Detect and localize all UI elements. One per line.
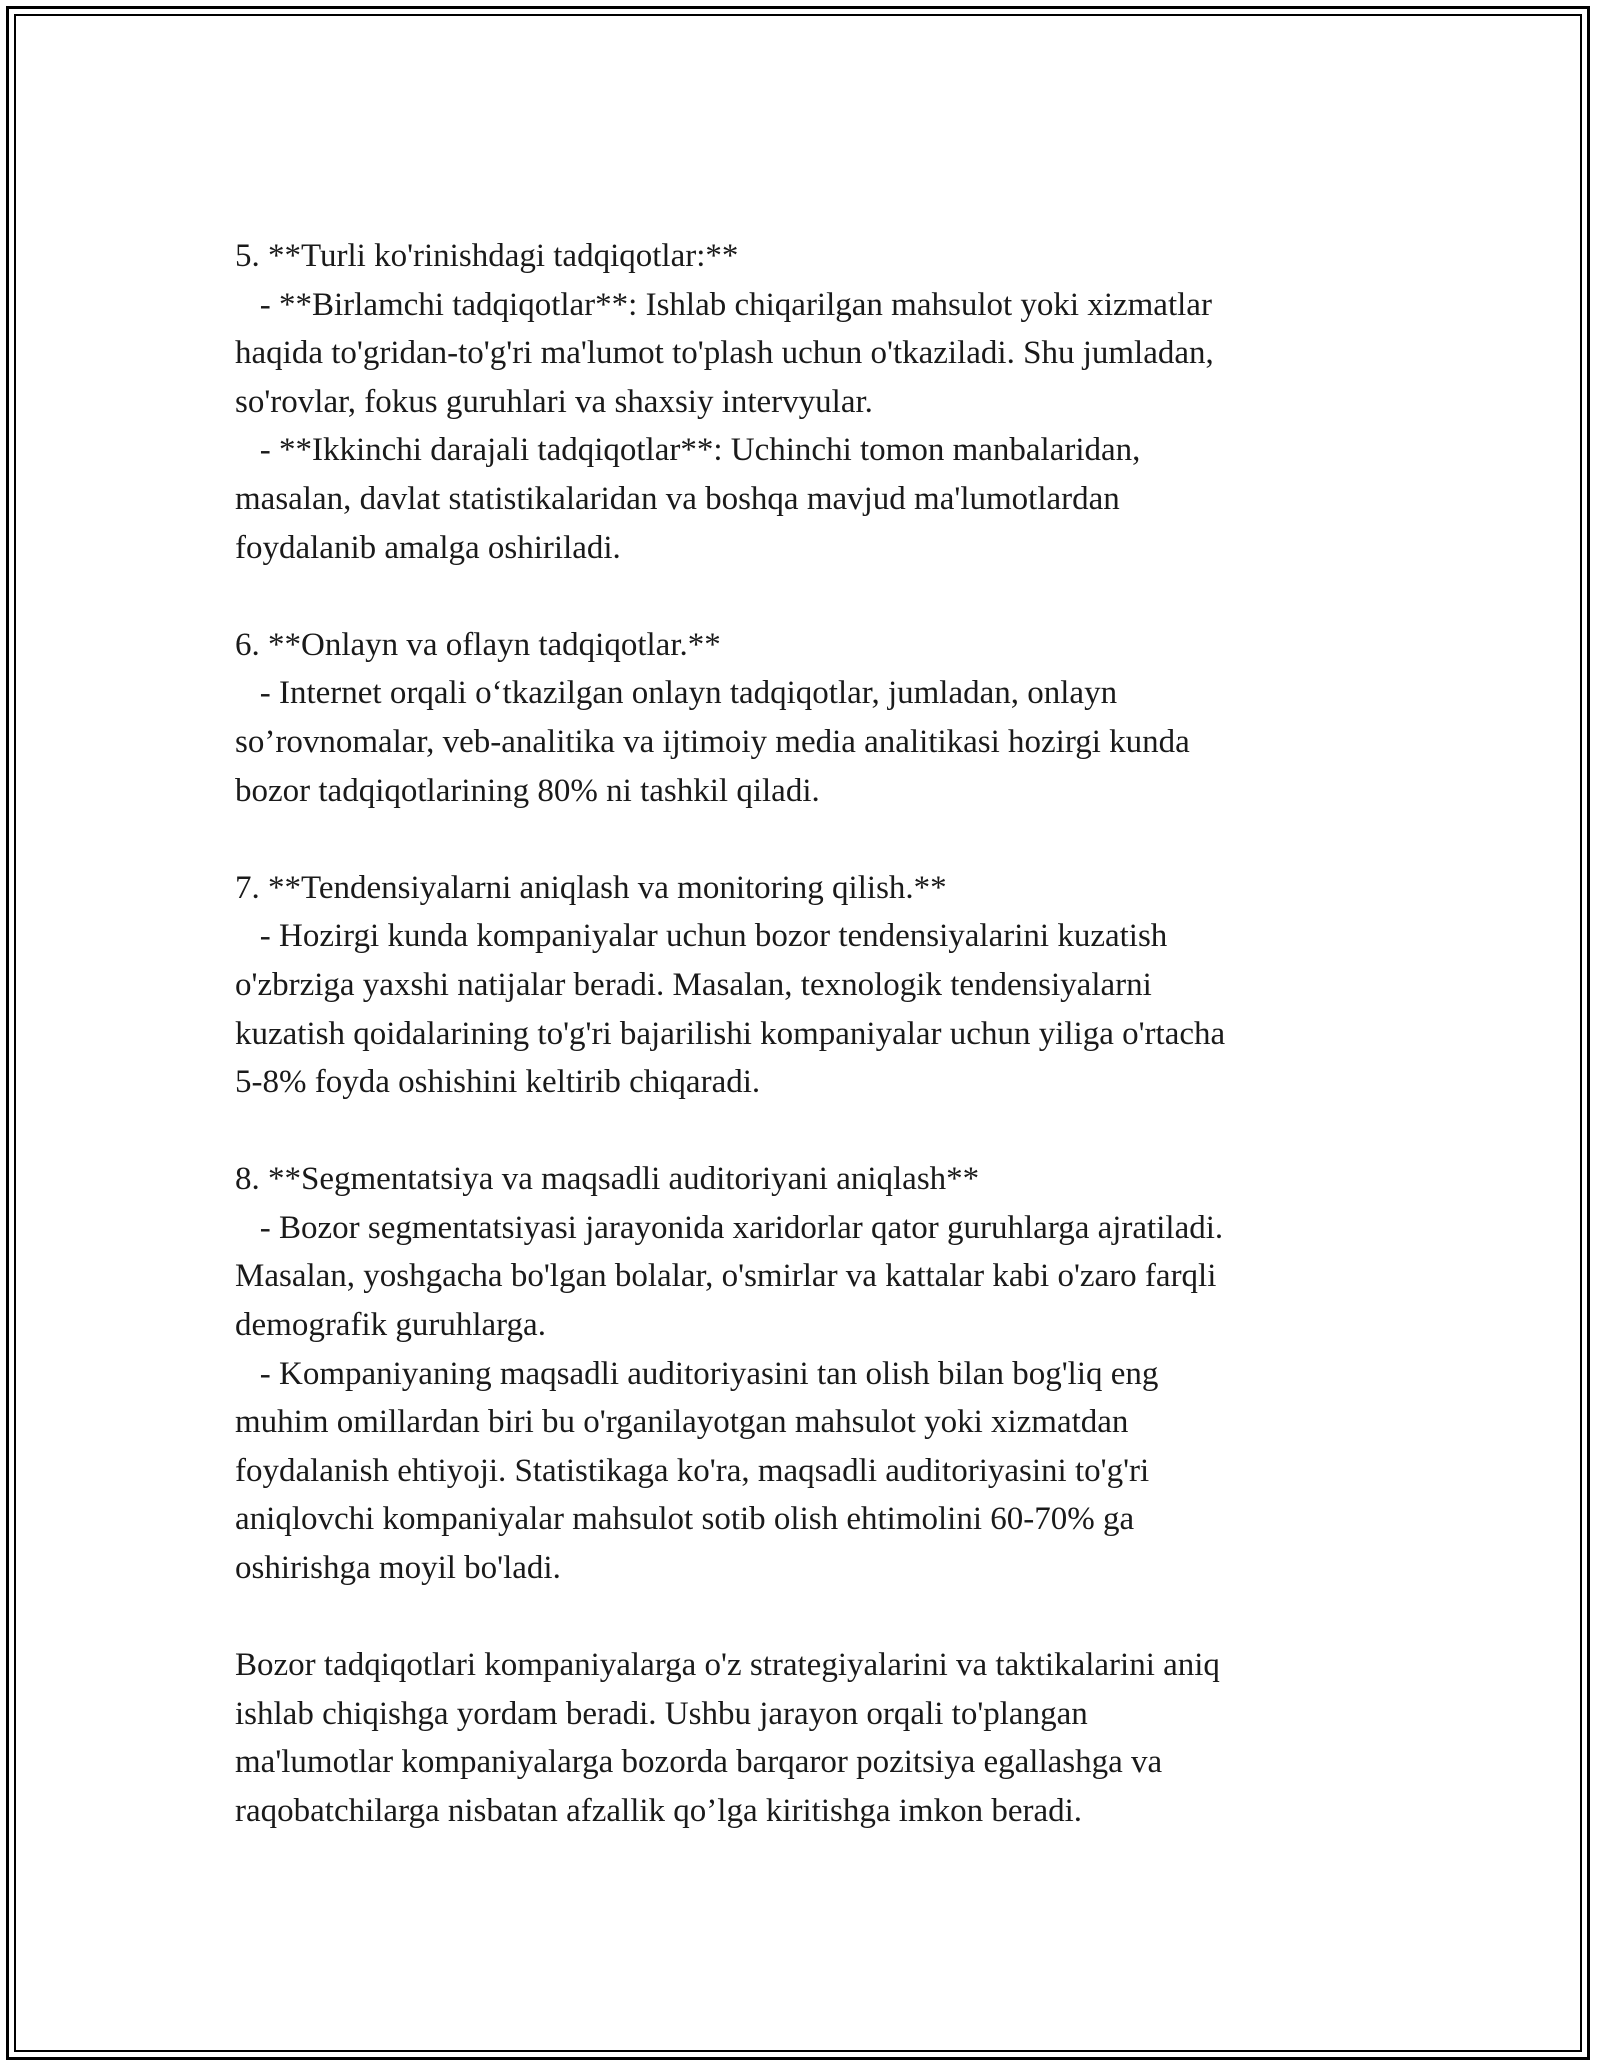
section-5-line: so'rovlar, fokus guruhlari va shaxsiy intervyular. <box>235 383 873 420</box>
section-5-line: - **Ikkinchi darajali tadqiqotlar**: Uchinchi tomon manbalaridan, <box>235 432 1141 469</box>
section-7-line: 5-8% foyda oshishini keltirib chiqaradi. <box>235 1064 761 1101</box>
section-8 <box>235 1155 1365 1592</box>
section-6-line: - Internet orqali o‘tkazilgan onlayn tadqiqotlar, jumladan, onlayn <box>235 675 1118 712</box>
section-5-line: - **Birlamchi tadqiqotlar**: Ishlab chiqarilgan mahsulot yoki xizmatlar <box>235 286 1212 323</box>
section-7 <box>235 864 1365 1107</box>
section-8-line: - Kompaniyaning maqsadli auditoriyasini tan olish bilan bog'liq eng <box>235 1355 1159 1392</box>
section-8-line: oshirishga moyil bo'ladi. <box>235 1550 561 1587</box>
conclusion-line: Bozor tadqiqotlari kompaniyalarga o'z strategiyalarini va taktikalarini aniq <box>235 1647 1220 1684</box>
section-7-line: kuzatish qoidalarining to'g'ri bajarilishi kompaniyalar uchun yiliga o'rtacha <box>235 1015 1226 1052</box>
conclusion-line: raqobatchilarga nisbatan afzallik qo’lga kiritishga imkon beradi. <box>235 1793 1083 1829</box>
paragraph-gap <box>235 1593 1365 1642</box>
document-body <box>235 232 1365 1836</box>
section-8-line: aniqlovchi kompaniyalar mahsulot sotib olish ehtimolini 60-70% ga <box>235 1501 1135 1538</box>
section-8-line: - Bozor segmentatsiyasi jarayonida xaridorlar qator guruhlarga ajratiladi. <box>235 1209 1224 1246</box>
section-6-heading: 6. **Onlayn va oflayn tadqiqotlar.** <box>235 626 721 663</box>
paragraph-gap <box>235 572 1365 621</box>
section-6 <box>235 621 1365 815</box>
conclusion-line: ishlab chiqishga yordam beradi. Ushbu jarayon orqali to'plangan <box>235 1695 1088 1732</box>
section-5 <box>235 232 1365 572</box>
section-6-line: bozor tadqiqotlarining 80% ni tashkil qiladi. <box>235 772 820 809</box>
section-8-line: demografik guruhlarga. <box>235 1307 546 1344</box>
section-7-heading: 7. **Tendensiyalarni aniqlash va monitoring qilish.** <box>235 869 947 906</box>
section-8-line: muhim omillardan biri bu o'rganilayotgan mahsulot yoki xizmatdan <box>235 1404 1129 1441</box>
paragraph-gap <box>235 815 1365 864</box>
section-5-line: foydalanib amalga oshiriladi. <box>235 529 621 566</box>
section-8-line: Masalan, yoshgacha bo'lgan bolalar, o'smirlar va kattalar kabi o'zaro farqli <box>235 1258 1217 1295</box>
section-5-heading: 5. **Turli ko'rinishdagi tadqiqotlar:** <box>235 238 739 274</box>
section-8-line: foydalanish ehtiyoji. Statistikaga ko'ra, maqsadli auditoriyasini to'g'ri <box>235 1452 1150 1489</box>
conclusion-paragraph <box>235 1641 1365 1835</box>
section-7-line: o'zbrziga yaxshi natijalar beradi. Masalan, texnologik tendensiyalarni <box>235 966 1152 1003</box>
section-6-line: so’rovnomalar, veb-analitika va ijtimoiy media analitikasi hozirgi kunda <box>235 723 1190 760</box>
paragraph-gap <box>235 1107 1365 1156</box>
conclusion-line: ma'lumotlar kompaniyalarga bozorda barqaror pozitsiya egallashga va <box>235 1744 1163 1781</box>
section-5-line: masalan, davlat statistikalaridan va boshqa mavjud ma'lumotlardan <box>235 480 1120 517</box>
section-7-line: - Hozirgi kunda kompaniyalar uchun bozor tendensiyalarini kuzatish <box>235 918 1168 955</box>
section-5-line: haqida to'gridan-to'g'ri ma'lumot to'plash uchun o'tkaziladi. Shu jumladan, <box>235 335 1214 372</box>
section-8-heading: 8. **Segmentatsiya va maqsadli auditoriyani aniqlash** <box>235 1161 980 1198</box>
